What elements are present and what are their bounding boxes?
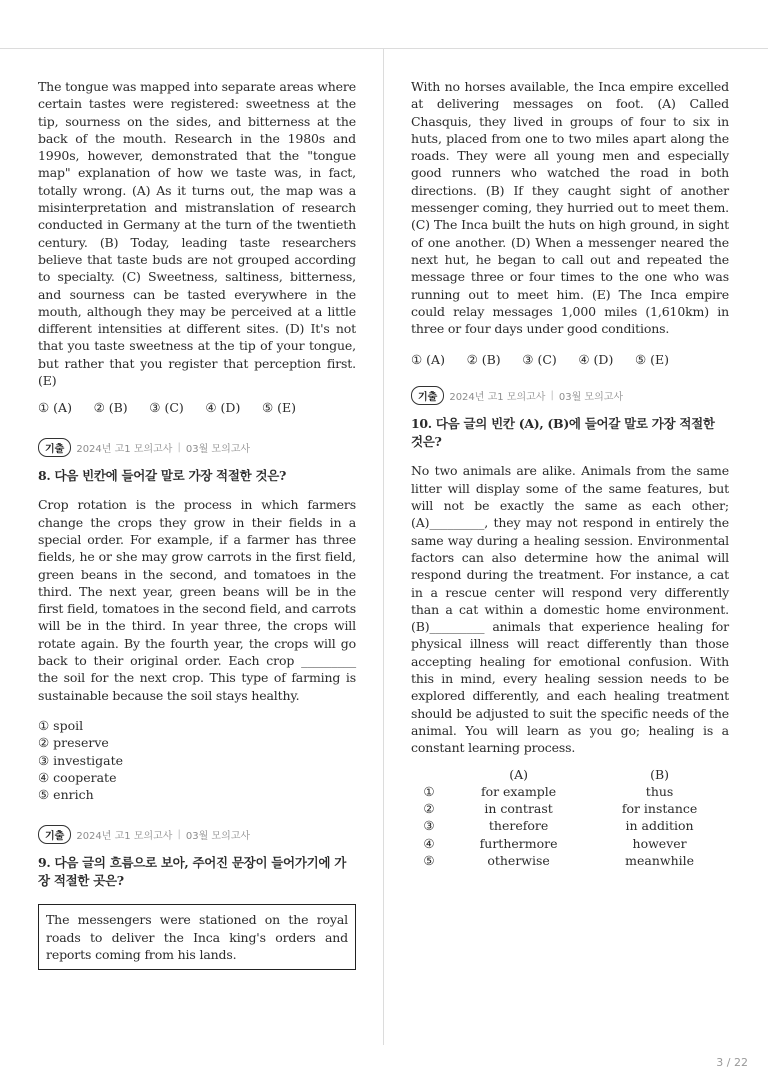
q10-choice-number: ③ xyxy=(423,818,435,834)
q10-choice-a: for example xyxy=(480,783,557,799)
q9-badge: 기출 xyxy=(38,825,71,844)
q10-choice-row[interactable] xyxy=(411,800,729,817)
q8-title: 8. 다음 빈칸에 들어갈 말로 가장 적절한 것은? xyxy=(38,468,287,484)
q8-meta-month: 03월 모의고사 xyxy=(185,444,251,456)
q8-choice-1[interactable]: ① spoil xyxy=(38,717,84,733)
q10-choice-b: meanwhile xyxy=(625,852,695,868)
q8-meta xyxy=(38,438,356,457)
q10-choices-header xyxy=(411,766,729,783)
q8-badge: 기출 xyxy=(38,438,71,457)
q8-choice-3[interactable]: ③ investigate xyxy=(38,752,123,768)
q9-choice-2[interactable]: ② (B) xyxy=(466,352,501,368)
header-rule xyxy=(0,48,768,49)
q10-choice-b: thus xyxy=(645,783,674,799)
q9-choice-4[interactable]: ④ (D) xyxy=(578,352,614,368)
q7-choice-4[interactable]: ④ (D) xyxy=(205,400,241,416)
q9-title: 9. 다음 글의 흐름으로 보아, 주어진 문장이 들어가기에 가장 적절한 곳은? xyxy=(38,855,346,889)
q10-meta-month: 03월 모의고사 xyxy=(558,392,624,404)
meta-separator: | xyxy=(177,442,181,454)
q10-choice-number: ④ xyxy=(423,835,435,851)
q8-choice-5[interactable]: ⑤ enrich xyxy=(38,787,94,803)
q10-choice-row[interactable] xyxy=(411,783,729,800)
q10-choice-row[interactable] xyxy=(411,817,729,834)
q8-choices xyxy=(38,717,356,803)
q10-choice-a: in contrast xyxy=(484,801,553,817)
q7-choices xyxy=(38,399,296,416)
q10-choice-number: ② xyxy=(423,801,435,817)
q10-passage: No two animals are alike. Animals from the same litter will display some of the same features, but will not be exactly the same as each other; (A)_________, they may not respond in entirely the same way during a healing session. Environmental factors can also determine how the animal will respond during the treatment. For instance, a cat in a rescue center will respond very differently than a cat within a domestic home environment. (B)_________ animals that experience healing for physical illness will react differently than those accepting healing for emotional confusion. With this in mind, every healing session needs to be explored differently, and each healing treatment should be adjusted to suit the specific needs of the animal. You will learn as you go; healing is a constant learning process. xyxy=(411,463,729,756)
q9-choices xyxy=(411,351,669,368)
q10-title: 10. 다음 글의 빈칸 (A), (B)에 들어갈 말로 가장 적절한 것은? xyxy=(411,416,715,450)
q9-choice-5[interactable]: ⑤ (E) xyxy=(634,352,669,368)
q10-choice-a: otherwise xyxy=(487,852,550,868)
q8-choice-2[interactable]: ② preserve xyxy=(38,735,109,751)
q9-passage: With no horses available, the Inca empire excelled at delivering messages on foot. (A) Called Chasquis, they lived in groups of four to six in huts, placed from one to two miles apart along the roads. They were all young men and especially good runners who watched the road in both directions. (B) If they caught sight of another messenger coming, they hurried out to meet them. (C) The Inca built the huts on high ground, in sight of one another. (D) When a messenger neared the next hut, he began to call out and repeated the message three or four times to the one who was running out to meet him. (E) The Inca empire could relay messages 1,000 miles (1,610km) in three or four days under good conditions. xyxy=(411,79,729,337)
q9-meta-year: 2024년 고1 모의고사 xyxy=(76,831,173,843)
q10-meta-year: 2024년 고1 모의고사 xyxy=(449,392,546,404)
q10-choice-a: therefore xyxy=(488,818,549,834)
q9-given-sentence: The messengers were stationed on the royal roads to deliver the Inca king's orders and reports coming from his lands. xyxy=(46,912,348,962)
q9-choice-1[interactable]: ① (A) xyxy=(411,352,445,368)
q9-meta xyxy=(38,825,356,844)
q7-choice-1[interactable]: ① (A) xyxy=(38,400,72,416)
q8-meta-year: 2024년 고1 모의고사 xyxy=(76,444,173,456)
q10-choice-b: however xyxy=(632,835,687,851)
q9-choice-3[interactable]: ③ (C) xyxy=(522,352,557,368)
q7-passage: The tongue was mapped into separate areas where certain tastes were registered: sweetness at the tip, sourness on the sides, and bitterness at the back of the mouth. Research in the 1980s and 1990s, however, demonstrated that the "tongue map" explanation of how we taste was, in fact, totally wrong. (A) As it turns out, the map was a misinterpretation and mistranslation of research conducted in Germany at the turn of the twentieth century. (B) Today, leading taste researchers believe that taste buds are not grouped according to specialty. (C) Sweetness, saltiness, bitterness, and sourness can be tasted everywhere in the mouth, although they may be perceived at a little different intensities at different sites. (D) It's not that you taste sweetness at the tip of your tongue, but rather that you register that perception first. (E) xyxy=(38,79,356,389)
q9-meta-month: 03월 모의고사 xyxy=(185,831,251,843)
meta-separator: | xyxy=(550,390,554,402)
q10-col-b-header: (B) xyxy=(650,766,670,782)
q9-given-sentence-box xyxy=(38,904,356,970)
q10-choice-number: ⑤ xyxy=(423,852,435,868)
q10-col-a-header: (A) xyxy=(509,766,528,782)
meta-separator: | xyxy=(177,829,181,841)
q10-choice-row[interactable] xyxy=(411,852,729,869)
right-column xyxy=(411,78,729,869)
q7-choice-5[interactable]: ⑤ (E) xyxy=(261,400,296,416)
q8-choice-4[interactable]: ④ cooperate xyxy=(38,769,117,785)
q10-choice-b: in addition xyxy=(625,818,694,834)
q10-meta xyxy=(411,386,729,405)
q7-choice-3[interactable]: ③ (C) xyxy=(149,400,184,416)
page-number: 3 / 22 xyxy=(716,1056,748,1069)
q10-choice-a: furthermore xyxy=(479,835,558,851)
q7-choice-2[interactable]: ② (B) xyxy=(93,400,128,416)
q10-choice-number: ① xyxy=(423,783,435,799)
column-divider xyxy=(383,49,384,1045)
q10-choice-row[interactable] xyxy=(411,835,729,852)
q8-passage: Crop rotation is the process in which farmers change the crops they grow in their fields in a special order. For example, if a farmer has three fields, he or she may grow carrots in the first field, green beans in the second, and tomatoes in the third. The next year, green beans will be in the first field, tomatoes in the second field, and carrots will be in the third. In year three, the crops will rotate again. By the fourth year, the crops will go back to their original order. Each crop _________ the soil for the next crop. This type of farming is sustainable because the soil stays healthy. xyxy=(38,497,356,703)
q10-choices-table xyxy=(411,766,729,870)
left-column xyxy=(38,78,356,970)
q10-badge: 기출 xyxy=(411,386,444,405)
q10-choice-b: for instance xyxy=(621,801,698,817)
